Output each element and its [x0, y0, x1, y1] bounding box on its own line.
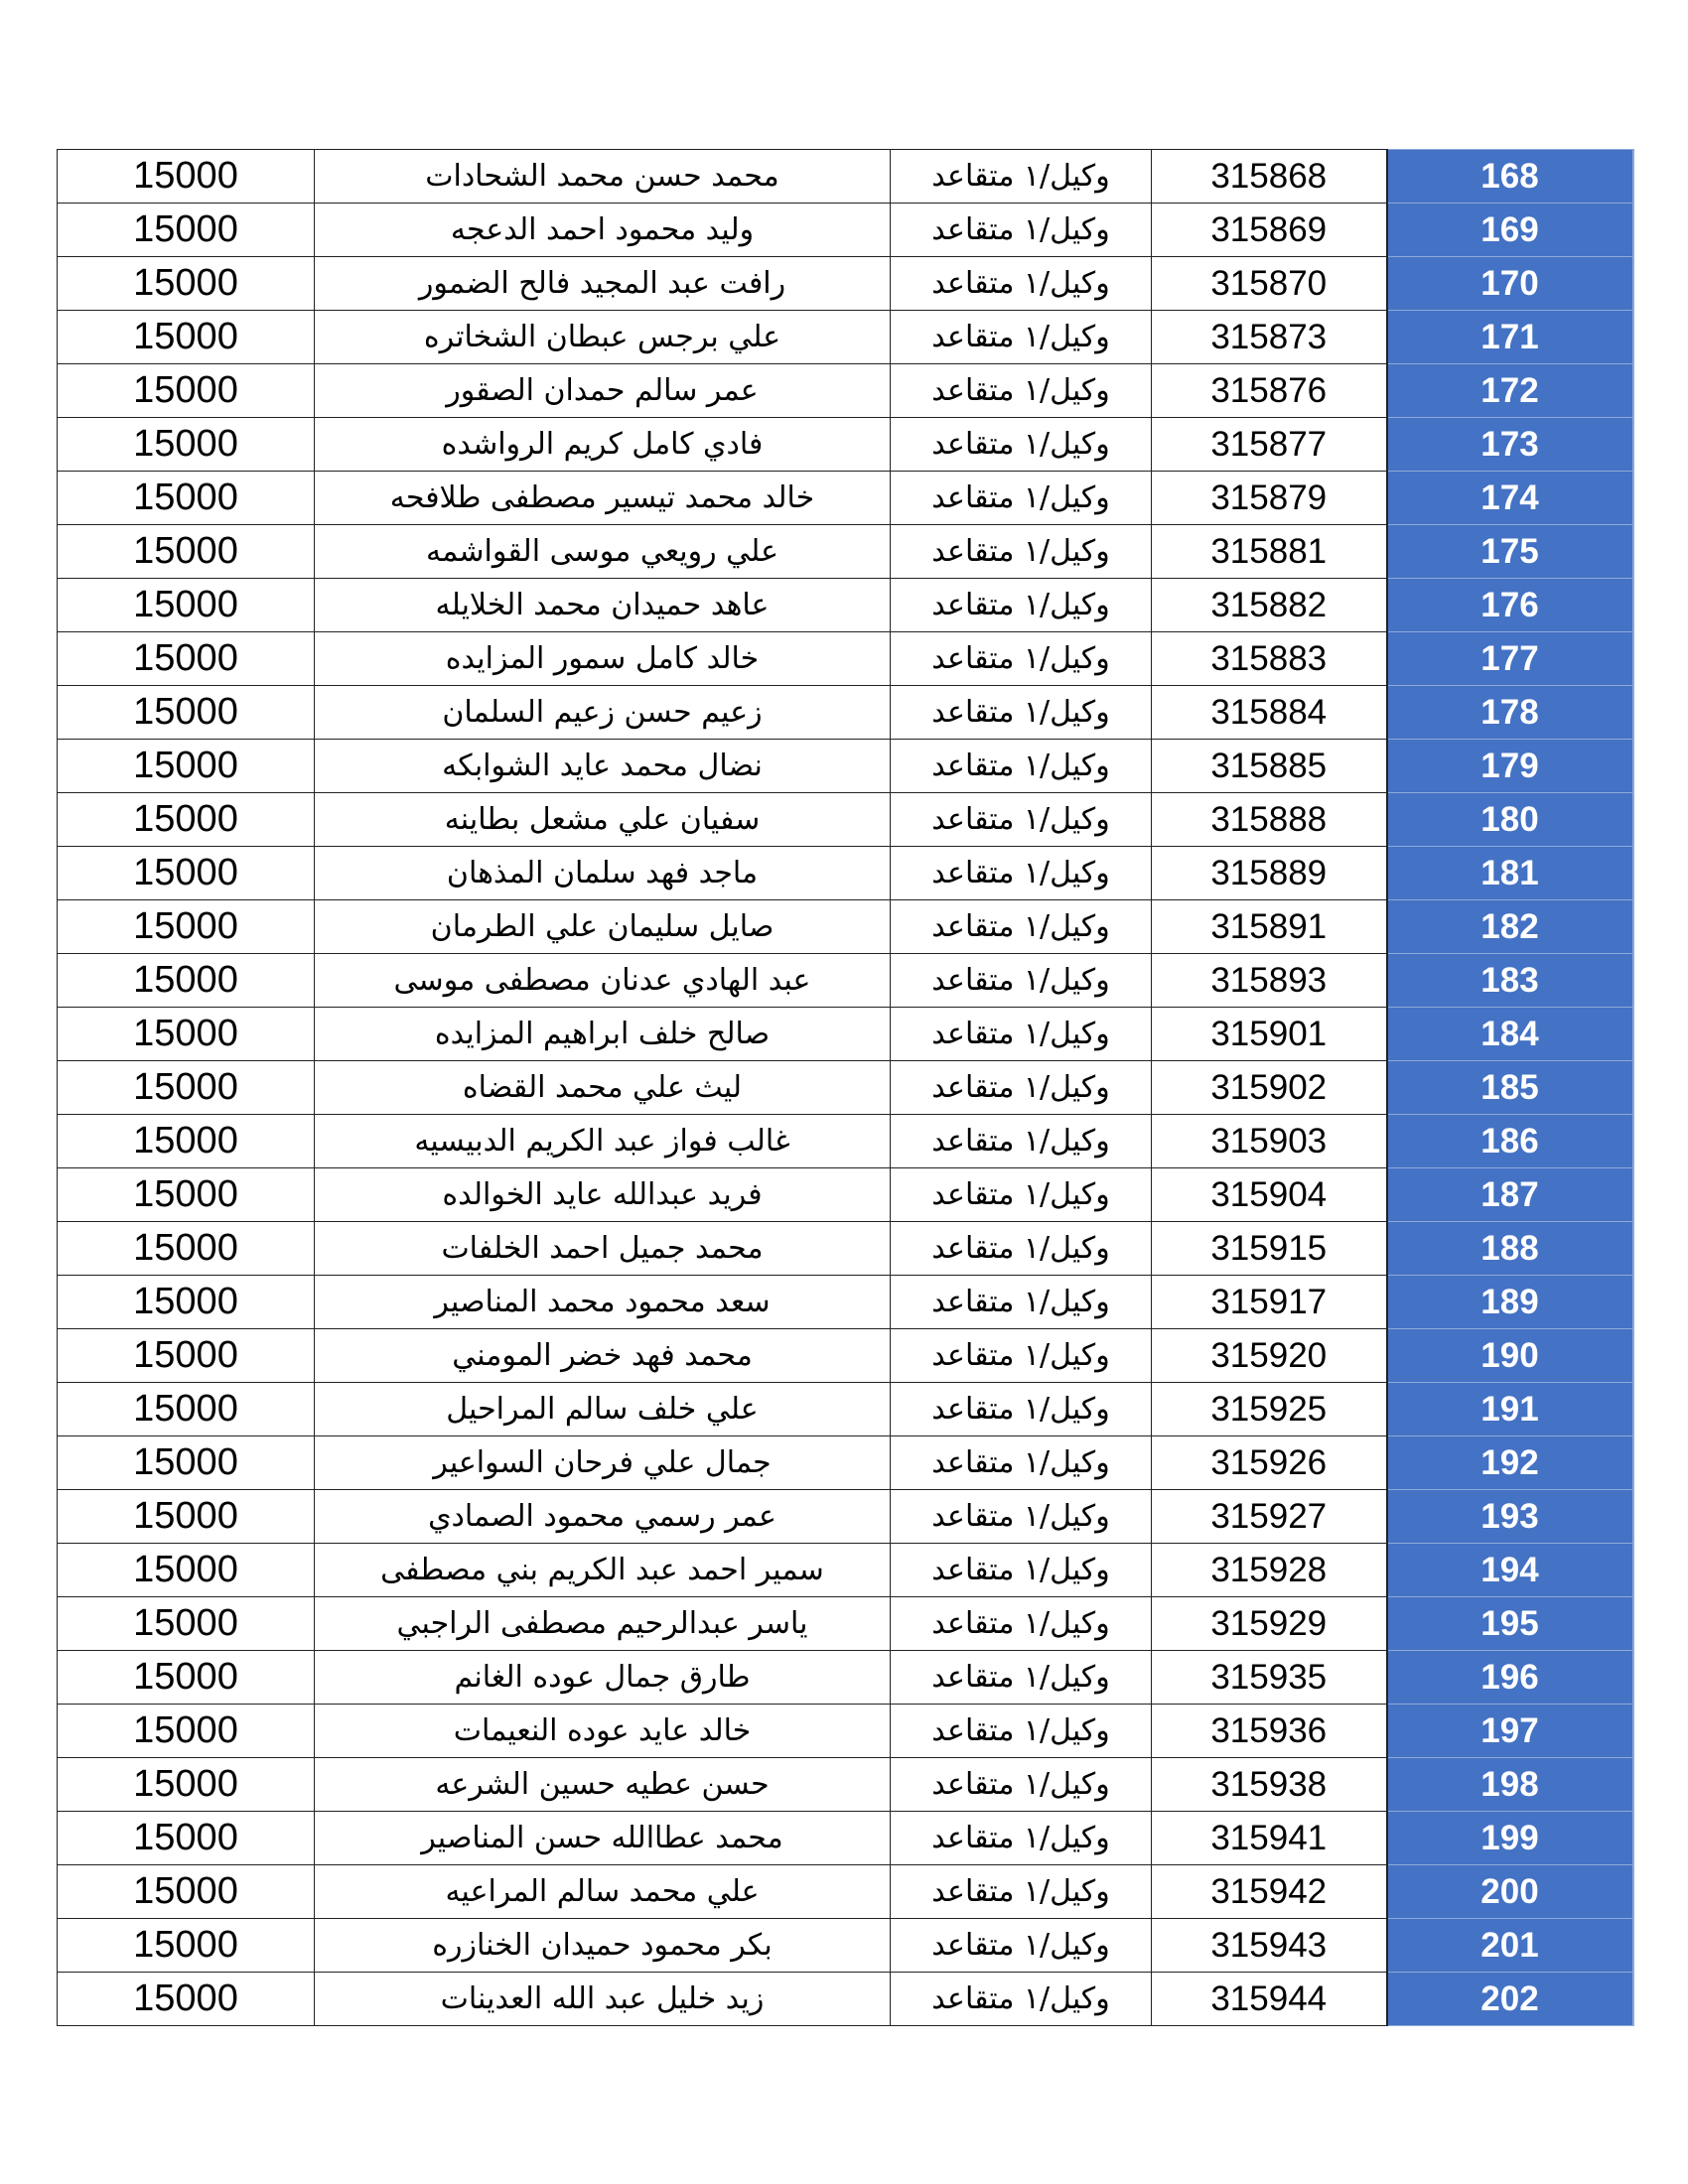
amount-cell: 15000 — [58, 472, 315, 525]
amount-cell: 15000 — [58, 1544, 315, 1597]
sequence-number-cell: 178 — [1387, 686, 1633, 740]
rank-cell: وكيل/١ متقاعد — [891, 1490, 1152, 1544]
table-row — [58, 1168, 1633, 1222]
table-row — [58, 1276, 1633, 1329]
table-row — [58, 847, 1633, 900]
sequence-number-cell: 187 — [1387, 1168, 1633, 1222]
rank-cell: وكيل/١ متقاعد — [891, 1008, 1152, 1061]
name-cell: علي خلف سالم المراحيل — [315, 1383, 891, 1436]
sequence-number-cell: 188 — [1387, 1222, 1633, 1276]
name-cell: عاهد حميدان محمد الخلايله — [315, 579, 891, 632]
sequence-number-cell: 181 — [1387, 847, 1633, 900]
name-cell: علي رويعي موسى القواشمه — [315, 525, 891, 579]
name-cell: خالد عايد عوده النعيمات — [315, 1705, 891, 1758]
table-row — [58, 1383, 1633, 1436]
name-cell: صايل سليمان علي الطرمان — [315, 900, 891, 954]
amount-cell: 15000 — [58, 1651, 315, 1705]
military-number-cell: 315935 — [1152, 1651, 1387, 1705]
rank-cell: وكيل/١ متقاعد — [891, 793, 1152, 847]
military-number-cell: 315888 — [1152, 793, 1387, 847]
rank-cell: وكيل/١ متقاعد — [891, 579, 1152, 632]
rank-cell: وكيل/١ متقاعد — [891, 900, 1152, 954]
table-row — [58, 1812, 1633, 1865]
rank-cell: وكيل/١ متقاعد — [891, 1758, 1152, 1812]
name-cell: صالح خلف ابراهيم المزايده — [315, 1008, 891, 1061]
amount-cell: 15000 — [58, 1812, 315, 1865]
military-number-cell: 315901 — [1152, 1008, 1387, 1061]
amount-cell: 15000 — [58, 1061, 315, 1115]
amount-cell: 15000 — [58, 1436, 315, 1490]
amount-cell: 15000 — [58, 364, 315, 418]
military-number-cell: 315868 — [1152, 150, 1387, 204]
rank-cell: وكيل/١ متقاعد — [891, 418, 1152, 472]
sequence-number-cell: 185 — [1387, 1061, 1633, 1115]
name-cell: عمر رسمي محمود الصمادي — [315, 1490, 891, 1544]
rank-cell: وكيل/١ متقاعد — [891, 632, 1152, 686]
sequence-number-cell: 197 — [1387, 1705, 1633, 1758]
rank-cell: وكيل/١ متقاعد — [891, 847, 1152, 900]
name-cell: علي محمد سالم المراعيه — [315, 1865, 891, 1919]
rank-cell: وكيل/١ متقاعد — [891, 1651, 1152, 1705]
rank-cell: وكيل/١ متقاعد — [891, 364, 1152, 418]
table-row — [58, 1973, 1633, 2026]
rank-cell: وكيل/١ متقاعد — [891, 1597, 1152, 1651]
sequence-number-cell: 186 — [1387, 1115, 1633, 1168]
military-number-cell: 315884 — [1152, 686, 1387, 740]
rank-cell: وكيل/١ متقاعد — [891, 1705, 1152, 1758]
table-row — [58, 364, 1633, 418]
amount-cell: 15000 — [58, 150, 315, 204]
sequence-number-cell: 200 — [1387, 1865, 1633, 1919]
table-row — [58, 1061, 1633, 1115]
military-number-cell: 315942 — [1152, 1865, 1387, 1919]
amount-cell: 15000 — [58, 1008, 315, 1061]
name-cell: فادي كامل كريم الرواشده — [315, 418, 891, 472]
amount-cell: 15000 — [58, 1168, 315, 1222]
military-number-cell: 315929 — [1152, 1597, 1387, 1651]
table-row — [58, 204, 1633, 257]
sequence-number-cell: 198 — [1387, 1758, 1633, 1812]
sequence-number-cell: 191 — [1387, 1383, 1633, 1436]
table-row — [58, 1651, 1633, 1705]
name-cell: زيد خليل عبد الله العدينات — [315, 1973, 891, 2026]
sequence-number-cell: 190 — [1387, 1329, 1633, 1383]
military-number-cell: 315928 — [1152, 1544, 1387, 1597]
name-cell: غالب فواز عبد الكريم الدبيسيه — [315, 1115, 891, 1168]
amount-cell: 15000 — [58, 1919, 315, 1973]
name-cell: سفيان علي مشعل بطاينه — [315, 793, 891, 847]
military-number-cell: 315920 — [1152, 1329, 1387, 1383]
amount-cell: 15000 — [58, 311, 315, 364]
name-cell: نضال محمد عايد الشوابكه — [315, 740, 891, 793]
name-cell: طارق جمال عوده الغانم — [315, 1651, 891, 1705]
sequence-number-cell: 201 — [1387, 1919, 1633, 1973]
military-number-cell: 315885 — [1152, 740, 1387, 793]
rank-cell: وكيل/١ متقاعد — [891, 1061, 1152, 1115]
sequence-number-cell: 184 — [1387, 1008, 1633, 1061]
military-number-cell: 315936 — [1152, 1705, 1387, 1758]
military-number-cell: 315941 — [1152, 1812, 1387, 1865]
table-row — [58, 954, 1633, 1008]
rank-cell: وكيل/١ متقاعد — [891, 1276, 1152, 1329]
amount-cell: 15000 — [58, 1329, 315, 1383]
name-cell: محمد عطاالله حسن المناصير — [315, 1812, 891, 1865]
table-row — [58, 1008, 1633, 1061]
amount-cell: 15000 — [58, 686, 315, 740]
rank-cell: وكيل/١ متقاعد — [891, 1222, 1152, 1276]
sequence-number-cell: 194 — [1387, 1544, 1633, 1597]
amount-cell: 15000 — [58, 1597, 315, 1651]
amount-cell: 15000 — [58, 1865, 315, 1919]
military-number-cell: 315917 — [1152, 1276, 1387, 1329]
name-cell: بكر محمود حميدان الخنازره — [315, 1919, 891, 1973]
military-number-cell: 315870 — [1152, 257, 1387, 311]
rank-cell: وكيل/١ متقاعد — [891, 1919, 1152, 1973]
roster-table-container — [57, 149, 1632, 2026]
military-number-cell: 315893 — [1152, 954, 1387, 1008]
rank-cell: وكيل/١ متقاعد — [891, 686, 1152, 740]
name-cell: جمال علي فرحان السواعير — [315, 1436, 891, 1490]
name-cell: ماجد فهد سلمان المذهان — [315, 847, 891, 900]
sequence-number-cell: 170 — [1387, 257, 1633, 311]
amount-cell: 15000 — [58, 740, 315, 793]
amount-cell: 15000 — [58, 1222, 315, 1276]
military-number-cell: 315926 — [1152, 1436, 1387, 1490]
rank-cell: وكيل/١ متقاعد — [891, 1973, 1152, 2026]
table-row — [58, 686, 1633, 740]
name-cell: خالد محمد تيسير مصطفى طلافحه — [315, 472, 891, 525]
military-number-cell: 315938 — [1152, 1758, 1387, 1812]
rank-cell: وكيل/١ متقاعد — [891, 472, 1152, 525]
table-row — [58, 1705, 1633, 1758]
table-row — [58, 579, 1633, 632]
table-row — [58, 1222, 1633, 1276]
name-cell: محمد فهد خضر المومني — [315, 1329, 891, 1383]
sequence-number-cell: 182 — [1387, 900, 1633, 954]
sequence-number-cell: 193 — [1387, 1490, 1633, 1544]
amount-cell: 15000 — [58, 1758, 315, 1812]
sequence-number-cell: 175 — [1387, 525, 1633, 579]
sequence-number-cell: 195 — [1387, 1597, 1633, 1651]
name-cell: علي برجس عبطان الشخاتره — [315, 311, 891, 364]
rank-cell: وكيل/١ متقاعد — [891, 1812, 1152, 1865]
table-row — [58, 740, 1633, 793]
name-cell: حسن عطيه حسين الشرعه — [315, 1758, 891, 1812]
amount-cell: 15000 — [58, 204, 315, 257]
sequence-number-cell: 169 — [1387, 204, 1633, 257]
table-row — [58, 632, 1633, 686]
amount-cell: 15000 — [58, 579, 315, 632]
sequence-number-cell: 174 — [1387, 472, 1633, 525]
table-row — [58, 150, 1633, 204]
military-number-cell: 315904 — [1152, 1168, 1387, 1222]
military-number-cell: 315944 — [1152, 1973, 1387, 2026]
table-row — [58, 1758, 1633, 1812]
military-number-cell: 315925 — [1152, 1383, 1387, 1436]
name-cell: سعد محمود محمد المناصير — [315, 1276, 891, 1329]
rank-cell: وكيل/١ متقاعد — [891, 204, 1152, 257]
sequence-number-cell: 172 — [1387, 364, 1633, 418]
amount-cell: 15000 — [58, 1276, 315, 1329]
sequence-number-cell: 196 — [1387, 1651, 1633, 1705]
name-cell: عمر سالم حمدان الصقور — [315, 364, 891, 418]
sequence-number-cell: 202 — [1387, 1973, 1633, 2026]
name-cell: وليد محمود احمد الدعجه — [315, 204, 891, 257]
military-number-cell: 315869 — [1152, 204, 1387, 257]
military-number-cell: 315876 — [1152, 364, 1387, 418]
table-row — [58, 1865, 1633, 1919]
amount-cell: 15000 — [58, 1490, 315, 1544]
rank-cell: وكيل/١ متقاعد — [891, 311, 1152, 364]
rank-cell: وكيل/١ متقاعد — [891, 1436, 1152, 1490]
name-cell: ياسر عبدالرحيم مصطفى الراجبي — [315, 1597, 891, 1651]
amount-cell: 15000 — [58, 257, 315, 311]
rank-cell: وكيل/١ متقاعد — [891, 1168, 1152, 1222]
name-cell: زعيم حسن زعيم السلمان — [315, 686, 891, 740]
amount-cell: 15000 — [58, 793, 315, 847]
name-cell: محمد حسن محمد الشحادات — [315, 150, 891, 204]
rank-cell: وكيل/١ متقاعد — [891, 740, 1152, 793]
military-number-cell: 315883 — [1152, 632, 1387, 686]
table-row — [58, 1919, 1633, 1973]
military-number-cell: 315915 — [1152, 1222, 1387, 1276]
rank-cell: وكيل/١ متقاعد — [891, 1383, 1152, 1436]
military-number-cell: 315881 — [1152, 525, 1387, 579]
amount-cell: 15000 — [58, 847, 315, 900]
sequence-number-cell: 168 — [1387, 150, 1633, 204]
sequence-number-cell: 177 — [1387, 632, 1633, 686]
military-number-cell: 315903 — [1152, 1115, 1387, 1168]
table-row — [58, 1490, 1633, 1544]
sequence-number-cell: 173 — [1387, 418, 1633, 472]
roster-table — [57, 149, 1634, 2026]
sequence-number-cell: 183 — [1387, 954, 1633, 1008]
rank-cell: وكيل/١ متقاعد — [891, 1865, 1152, 1919]
military-number-cell: 315889 — [1152, 847, 1387, 900]
table-row — [58, 311, 1633, 364]
amount-cell: 15000 — [58, 525, 315, 579]
sequence-number-cell: 176 — [1387, 579, 1633, 632]
amount-cell: 15000 — [58, 1115, 315, 1168]
sequence-number-cell: 171 — [1387, 311, 1633, 364]
military-number-cell: 315882 — [1152, 579, 1387, 632]
military-number-cell: 315873 — [1152, 311, 1387, 364]
military-number-cell: 315879 — [1152, 472, 1387, 525]
name-cell: فريد عبدالله عايد الخوالده — [315, 1168, 891, 1222]
sequence-number-cell: 180 — [1387, 793, 1633, 847]
table-row — [58, 257, 1633, 311]
rank-cell: وكيل/١ متقاعد — [891, 954, 1152, 1008]
amount-cell: 15000 — [58, 954, 315, 1008]
roster-table-body — [58, 150, 1633, 2026]
amount-cell: 15000 — [58, 900, 315, 954]
rank-cell: وكيل/١ متقاعد — [891, 257, 1152, 311]
amount-cell: 15000 — [58, 1973, 315, 2026]
table-row — [58, 1436, 1633, 1490]
military-number-cell: 315877 — [1152, 418, 1387, 472]
table-row — [58, 1329, 1633, 1383]
table-row — [58, 1544, 1633, 1597]
table-row — [58, 1597, 1633, 1651]
table-row — [58, 525, 1633, 579]
rank-cell: وكيل/١ متقاعد — [891, 1544, 1152, 1597]
table-row — [58, 472, 1633, 525]
name-cell: خالد كامل سمور المزايده — [315, 632, 891, 686]
military-number-cell: 315943 — [1152, 1919, 1387, 1973]
sequence-number-cell: 192 — [1387, 1436, 1633, 1490]
table-row — [58, 418, 1633, 472]
military-number-cell: 315891 — [1152, 900, 1387, 954]
rank-cell: وكيل/١ متقاعد — [891, 1115, 1152, 1168]
amount-cell: 15000 — [58, 1383, 315, 1436]
rank-cell: وكيل/١ متقاعد — [891, 525, 1152, 579]
amount-cell: 15000 — [58, 1705, 315, 1758]
table-row — [58, 1115, 1633, 1168]
military-number-cell: 315927 — [1152, 1490, 1387, 1544]
amount-cell: 15000 — [58, 418, 315, 472]
table-row — [58, 793, 1633, 847]
table-row — [58, 900, 1633, 954]
military-number-cell: 315902 — [1152, 1061, 1387, 1115]
name-cell: محمد جميل احمد الخلفات — [315, 1222, 891, 1276]
name-cell: رافت عبد المجيد فالح الضمور — [315, 257, 891, 311]
name-cell: عبد الهادي عدنان مصطفى موسى — [315, 954, 891, 1008]
sequence-number-cell: 179 — [1387, 740, 1633, 793]
amount-cell: 15000 — [58, 632, 315, 686]
sequence-number-cell: 199 — [1387, 1812, 1633, 1865]
sequence-number-cell: 189 — [1387, 1276, 1633, 1329]
name-cell: ليث علي محمد القضاه — [315, 1061, 891, 1115]
rank-cell: وكيل/١ متقاعد — [891, 1329, 1152, 1383]
rank-cell: وكيل/١ متقاعد — [891, 150, 1152, 204]
name-cell: سمير احمد عبد الكريم بني مصطفى — [315, 1544, 891, 1597]
